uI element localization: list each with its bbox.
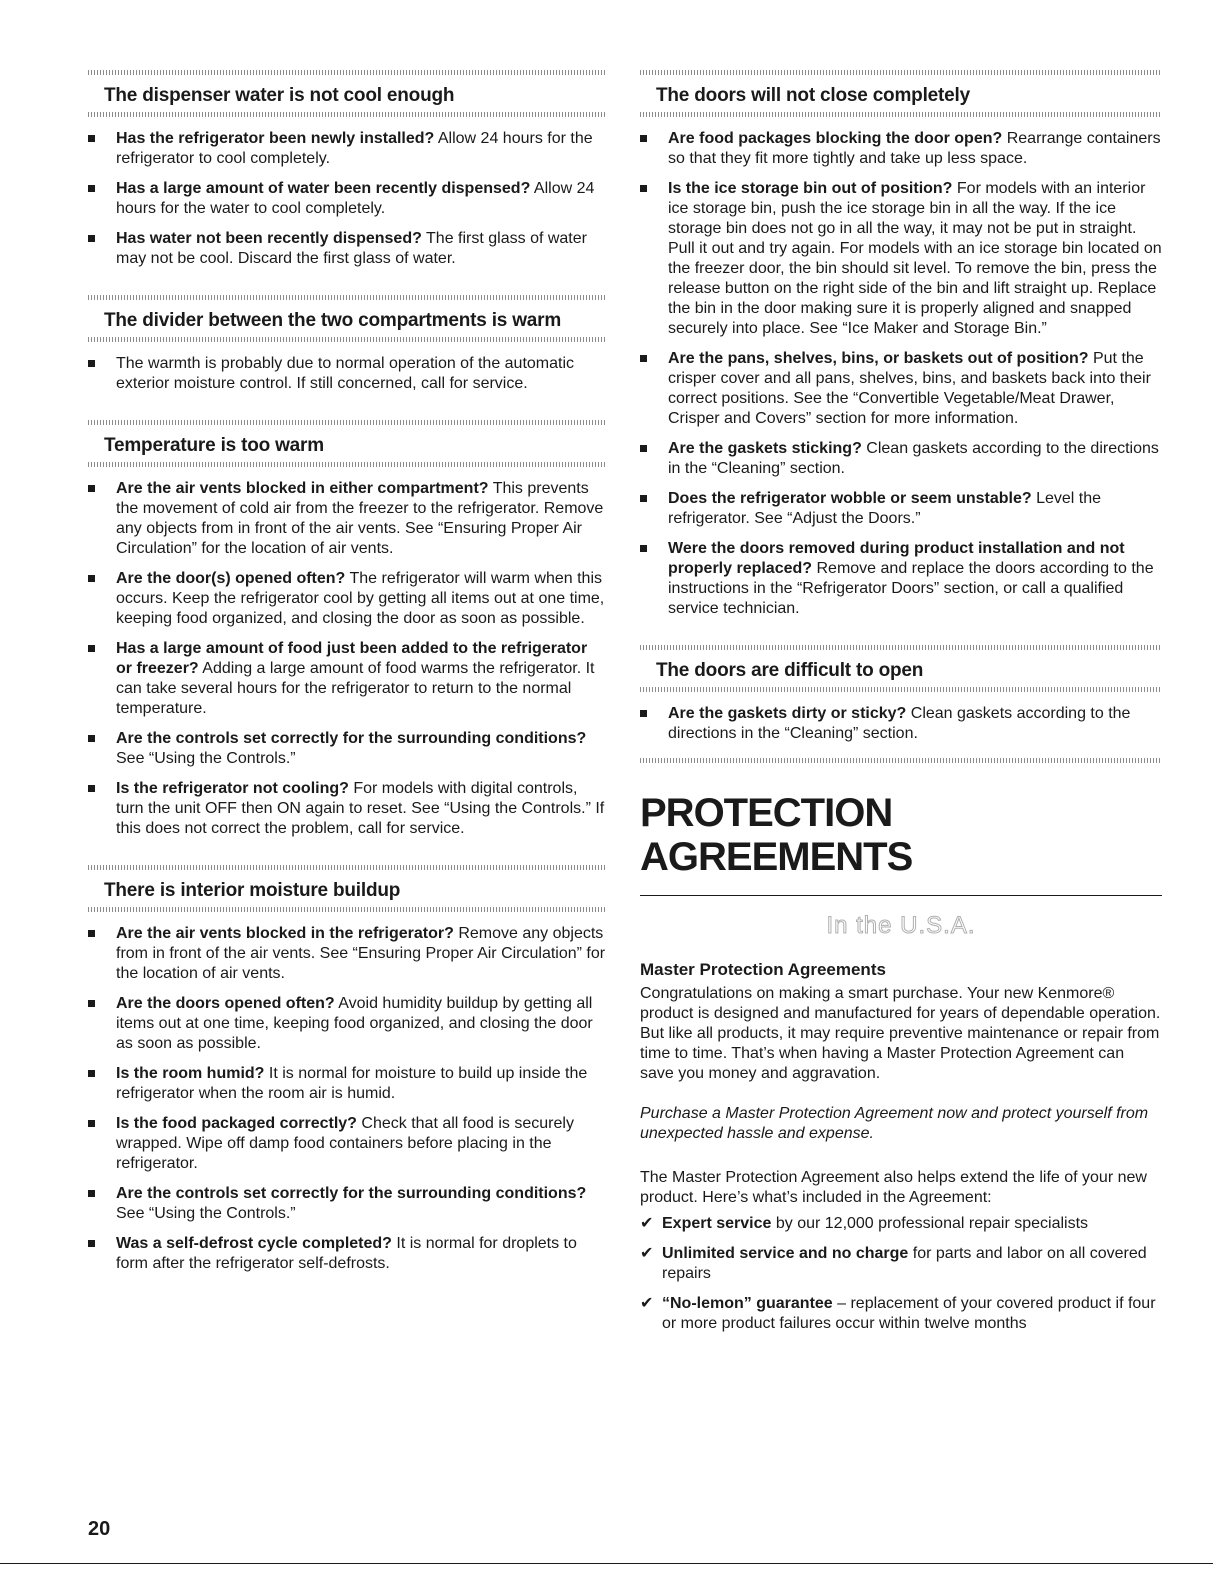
section-rule (88, 112, 606, 117)
list-item: Is the ice storage bin out of position? For models with an interior ice storage bin, push the ice storage bin in all the way. If the ice storage bin does not go in all the way, it may not be put in straight. Pull it out and try again. For models with an ice storage bin located on the freezer door, the bin should sit level. To remove the bin, press the release button on the right side of the bin and lift straight up. Replace the bin in the door making sure it is properly aligned and snapped securely into place. See “Ice Maker and Storage Bin.” (640, 179, 1162, 339)
list-item: Are the gaskets dirty or sticky? Clean gaskets according to the directions in the “Cleaning” section. (640, 704, 1162, 744)
section-title: The doors are difficult to open (656, 660, 924, 681)
section-doors-difficult (640, 645, 1162, 744)
bullet-icon (640, 135, 647, 142)
bullet-icon (88, 235, 95, 242)
list-item: Was a self-defrost cycle completed? It is normal for droplets to form after the refrigerator self-defrosts. (88, 1234, 606, 1274)
section-rule (640, 758, 1162, 763)
list-item: ✔ “No-lemon” guarantee – replacement of your covered product if four or more product failures occur within twelve months (640, 1295, 1156, 1332)
body-paragraph: The Master Protection Agreement also helps extend the life of your new product. Here’s what’s included in the Agreement: (640, 1169, 1147, 1206)
list-item: Has a large amount of water been recently dispensed? Allow 24 hours for the water to cool completely. (88, 179, 606, 219)
checkmark-icon: ✔ (640, 1215, 654, 1232)
checkmark-icon: ✔ (640, 1295, 654, 1312)
bullet-icon (88, 360, 95, 367)
bullet-icon (640, 355, 647, 362)
checkmark-icon: ✔ (640, 1245, 654, 1262)
list-item: The warmth is probably due to normal operation of the automatic exterior moisture control. If still concerned, call for service. (88, 354, 606, 394)
bullet-icon (640, 545, 647, 552)
list-item: Are the door(s) opened often? The refrigerator will warm when this occurs. Keep the refrigerator cool by getting all items out at one time, keeping food organized, and closing the door as soon as possible. (88, 569, 606, 629)
list-item: Are the controls set correctly for the surrounding conditions? See “Using the Controls.” (88, 1184, 606, 1224)
list-item: Has water not been recently dispensed? The first glass of water may not be cool. Discard the first glass of water. (88, 229, 606, 269)
list-item: Are the air vents blocked in either compartment? This prevents the movement of cold air from the freezer to the refrigerator. Remove any objects from in front of the air vents. See “Ensuring Proper Air Circulation” for the location of air vents. (88, 479, 606, 559)
list-item: Are the pans, shelves, bins, or baskets out of position? Put the crisper cover and all pans, shelves, bins, and baskets back into their correct positions. See the “Convertible Vegetable/Meat Drawer, Crisper and Covers” section for more information. (640, 349, 1162, 429)
section-divider-warm (88, 295, 606, 394)
section-rule (88, 907, 606, 912)
list-item: Are food packages blocking the door open? Rearrange containers so that they fit more tightly and take up less space. (640, 129, 1162, 169)
list-item: Has a large amount of food just been added to the refrigerator or freezer? Adding a large amount of food warms the refrigerator. It can take several hours for the refrigerator to return to the normal temperature. (88, 639, 606, 719)
master-protection-heading: Master Protection Agreements (640, 960, 886, 979)
section-title: There is interior moisture buildup (104, 880, 401, 901)
bullet-icon (88, 185, 95, 192)
list-item: ✔ Unlimited service and no charge for parts and labor on all covered repairs (640, 1245, 1147, 1282)
left-column (88, 70, 606, 1284)
bullet-icon (88, 485, 95, 492)
bullet-icon (88, 1240, 95, 1247)
section-doors-not-close (640, 70, 1162, 619)
section-rule (88, 337, 606, 342)
list-item: Has the refrigerator been newly installed? Allow 24 hours for the refrigerator to cool completely. (88, 129, 606, 169)
bullet-icon (88, 930, 95, 937)
intro-paragraph: Congratulations on making a smart purchase. Your new Kenmore® product is designed and manufactured for years of dependable operation. But like all products, it may require preventive maintenance or repair from time to time. That’s when having a Master Protection Agreement can save you money and aggravation. (640, 985, 1161, 1082)
bullet-icon (640, 185, 647, 192)
bullet-icon (640, 710, 647, 717)
list-item: Were the doors removed during product installation and not properly replaced? Remove and replace the doors according to the instructions in the “Refrigerator Doors” section, or call a qualified service technician. (640, 539, 1162, 619)
section-rule (640, 687, 1162, 692)
bullet-icon (88, 575, 95, 582)
section-title: Temperature is too warm (104, 435, 324, 456)
list-item: ✔ Expert service by our 12,000 professional repair specialists (640, 1215, 1089, 1232)
bullet-icon (88, 1000, 95, 1007)
section-interior-moisture (88, 865, 606, 1274)
section-dispenser-water (88, 70, 606, 269)
bullet-icon (88, 735, 95, 742)
list-item: Is the food packaged correctly? Check that all food is securely wrapped. Wipe off damp food containers before placing in the refrigerator. (88, 1114, 606, 1174)
bullet-icon (88, 645, 95, 652)
italic-paragraph: Purchase a Master Protection Agreement now and protect yourself from unexpected hassle and expense. (640, 1105, 1149, 1142)
list-item: Are the air vents blocked in the refrigerator? Remove any objects from in front of the air vents. See “Ensuring Proper Air Circulation” for the location of air vents. (88, 924, 606, 984)
page-number: 20 (88, 1518, 111, 1540)
list-item: Are the doors opened often? Avoid humidity buildup by getting all items out at one time, keeping food organized, and closing the door as soon as possible. (88, 994, 606, 1054)
section-title: The dispenser water is not cool enough (104, 85, 455, 106)
bullet-icon (640, 445, 647, 452)
bullet-icon (88, 1190, 95, 1197)
bullet-icon (88, 1120, 95, 1127)
in-the-usa-subtitle: In the U.S.A. (826, 912, 976, 939)
section-rule (640, 112, 1162, 117)
section-title: The divider between the two compartments is warm (104, 310, 562, 331)
list-item: Are the controls set correctly for the surrounding conditions? See “Using the Controls.” (88, 729, 606, 769)
list-item: Are the gaskets sticking? Clean gaskets according to the directions in the “Cleaning” section. (640, 439, 1162, 479)
right-column (640, 70, 1162, 1344)
bullet-icon (640, 495, 647, 502)
list-item: Is the refrigerator not cooling? For models with digital controls, turn the unit OFF then ON again to reset. See “Using the Controls.” If this does not correct the problem, call for service. (88, 779, 606, 839)
list-item: Is the room humid? It is normal for moisture to build up inside the refrigerator when the room air is humid. (88, 1064, 606, 1104)
bullet-icon (88, 1070, 95, 1077)
bullet-icon (88, 785, 95, 792)
footer-rule (0, 1563, 1213, 1564)
list-item: Does the refrigerator wobble or seem unstable? Level the refrigerator. See “Adjust the Doors.” (640, 489, 1162, 529)
section-title: The doors will not close completely (656, 85, 970, 106)
protection-agreements-title: PROTECTION AGREEMENTS (640, 791, 1162, 896)
benefits-list (640, 1214, 1162, 1334)
bullet-icon (88, 135, 95, 142)
section-rule (88, 462, 606, 467)
section-temperature-warm (88, 420, 606, 839)
